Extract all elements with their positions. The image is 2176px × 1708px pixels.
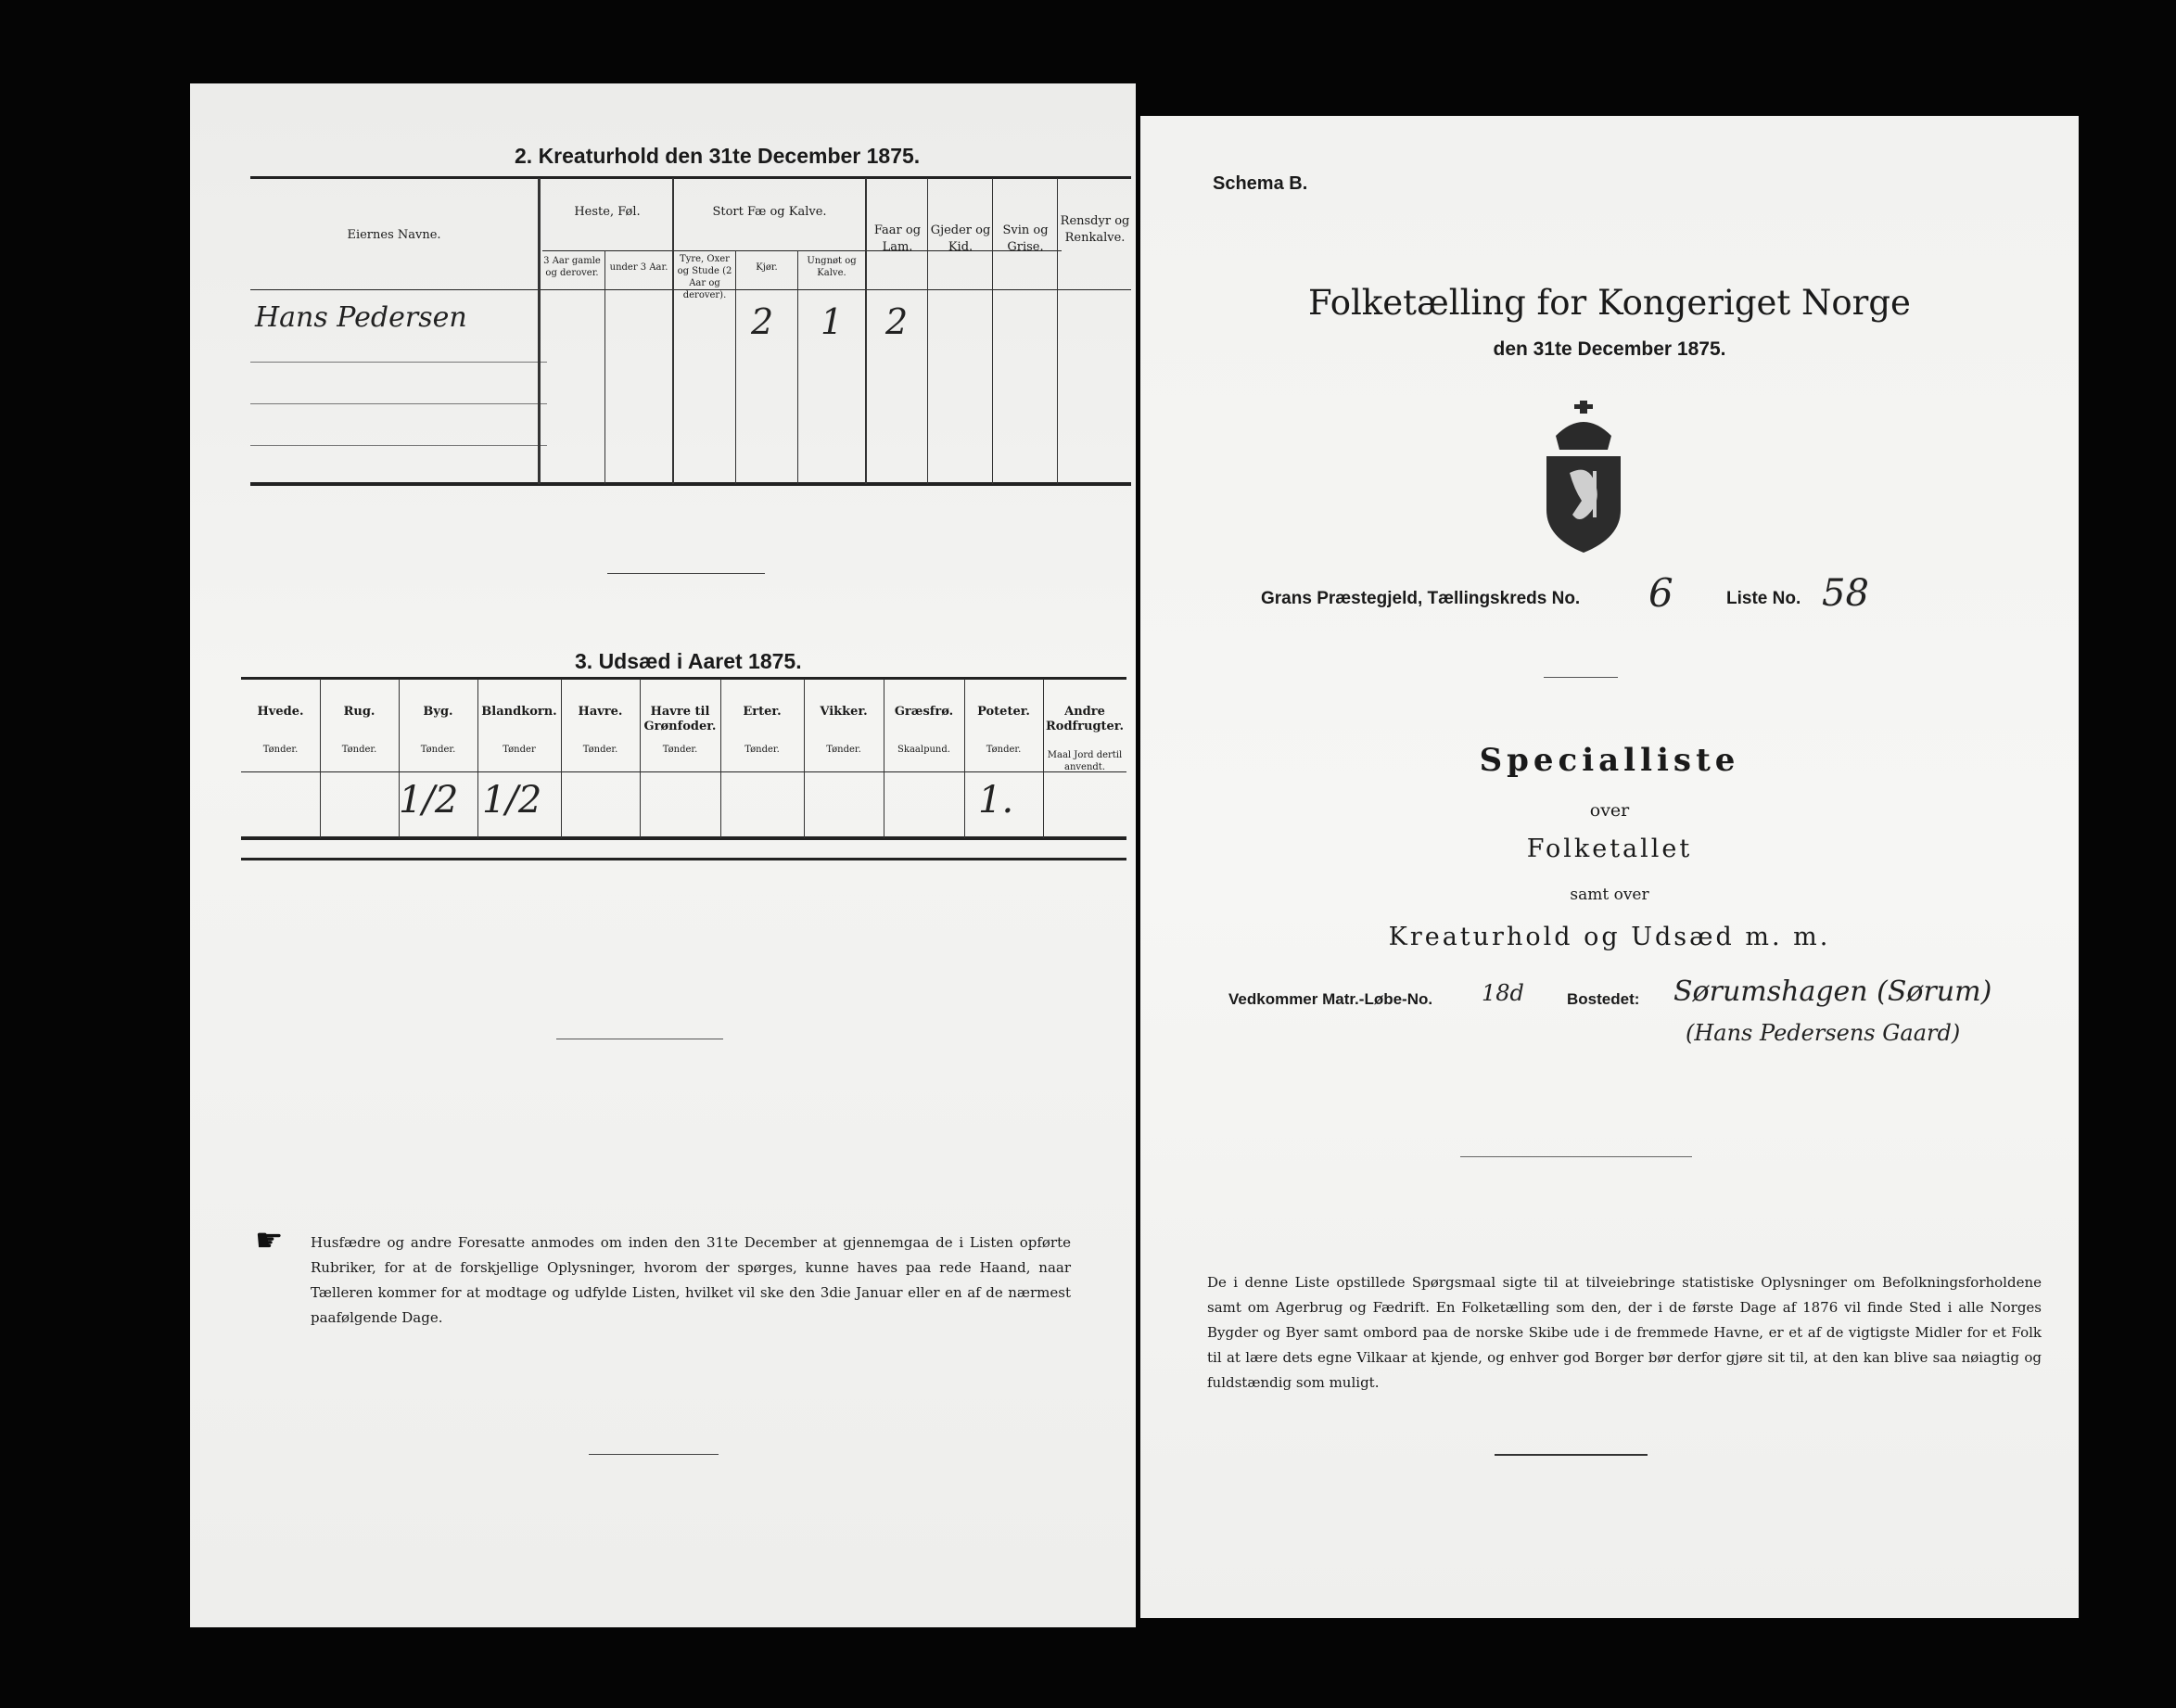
table-rule: [241, 836, 1126, 840]
table-divider: [538, 178, 541, 484]
table-rule: [250, 445, 547, 446]
left-page: [190, 83, 1136, 1627]
table-divider: [561, 679, 562, 838]
table-divider: [1057, 178, 1058, 484]
kreaturhold-text: Kreaturhold og Udsæd m. m.: [1388, 923, 1831, 951]
bostedet-value: Sørumshagen (Sørum): [1673, 975, 1992, 1008]
folketallet-text: Folketallet: [1526, 835, 1693, 863]
table-divider: [804, 679, 805, 838]
seed-unit-6: Tønder.: [744, 745, 780, 755]
seed-unit-2: Tønder.: [420, 745, 456, 755]
byg-value: 1/2: [399, 779, 459, 822]
seed-header-1: Rug.: [343, 705, 375, 719]
header-young-cattle: Ungnøt og Kalve.: [807, 256, 857, 278]
seed-header-2: Byg.: [423, 705, 453, 719]
header-horses: Heste, Føl.: [574, 205, 641, 219]
census-date: den 31te December 1875.: [1493, 338, 1726, 360]
header-bulls: Tyre, Oxer og Stude (2 Aar og derover).: [677, 254, 732, 300]
separator: [607, 573, 765, 574]
section2-title: 2. Kreaturhold den 31te December 1875.: [515, 144, 921, 168]
district-number: 6: [1648, 570, 1673, 616]
seed-unit-5: Tønder.: [662, 745, 698, 755]
header-goats: Gjeder og Kid.: [930, 223, 991, 254]
cows-value: 2: [751, 301, 774, 342]
seed-unit-7: Tønder.: [826, 745, 861, 755]
section3-title: 3. Udsæd i Aaret 1875.: [575, 649, 802, 673]
table-divider: [720, 679, 721, 838]
table-rule: [250, 362, 547, 363]
table-divider: [640, 679, 641, 838]
header-cattle: Stort Fæ og Kalve.: [712, 205, 827, 219]
table-divider: [735, 250, 736, 484]
intro-text: De i denne Liste opstillede Spørgsmaal sigte til at tilveiebringe statistiske Oplysninger om Befolkningsforholdene samt om Agerbrug og Fædrift. En Folketælling som den, der i de første Dage af 1876 vil finde Sted i alle Norges Bygder og Byer samt ombord paa de norske Skibe ude i de fremmede Havne, er et af de vigtigste Midler for et Folk til at lære dets egne Vilkaar at kjende, og enhver god Borger bør derfor gjøre sit til, at den kan blive saa nøiagtig og fuldstændig som muligt.: [1207, 1274, 2042, 1391]
seed-header-5: Havre til Grønfoder.: [643, 705, 717, 733]
table-rule: [250, 482, 1131, 486]
coat-of-arms-icon: [1537, 399, 1630, 556]
samt-over-text: samt over: [1570, 886, 1649, 904]
over-text: over: [1589, 800, 1630, 821]
schema-label: Schema B.: [1213, 173, 1308, 194]
table-rule: [241, 677, 1126, 680]
separator: [1460, 1156, 1692, 1157]
table-divider: [927, 178, 928, 484]
parish-label: Grans Præstegjeld, Tællingskreds No.: [1261, 589, 1581, 608]
seed-header-4: Havre.: [578, 705, 623, 719]
bostedet-value-2: (Hans Pedersens Gaard): [1686, 1020, 1961, 1046]
table-divider: [797, 250, 798, 484]
seed-unit-10: Maal Jord dertil anvendt.: [1047, 750, 1123, 772]
table-divider: [964, 679, 965, 838]
seed-header-8: Græsfrø.: [894, 705, 954, 719]
separator: [1495, 1454, 1648, 1456]
sheep-value: 2: [885, 301, 909, 342]
header-owner: Eiernes Navne.: [347, 228, 441, 242]
list-number: 58: [1822, 572, 1869, 615]
table-rule: [250, 176, 1131, 179]
matr-label: Vedkommer Matr.-Løbe-No.: [1228, 990, 1433, 1008]
seed-header-9: Poteter.: [977, 705, 1030, 719]
list-label: Liste No.: [1726, 589, 1801, 608]
poteter-value: 1.: [978, 779, 1014, 822]
seed-header-7: Vikker.: [820, 705, 868, 719]
right-page: [1140, 116, 2079, 1618]
matr-number: 18d: [1482, 980, 1524, 1006]
seed-unit-3: Tønder: [503, 745, 536, 755]
separator: [589, 1454, 719, 1455]
seed-header-10: Andre Rodfrugter.: [1045, 705, 1124, 733]
table-divider: [320, 679, 321, 838]
seed-unit-1: Tønder.: [341, 745, 377, 755]
table-divider: [865, 178, 867, 484]
footnote: Husfædre og andre Foresatte anmodes om inden den 31te December at gjennemgaa de i Listen opførte Rubriker, for at de forskjellige Oplysninger, hvorom der spørges, kunne haves paa rede Haand, naar Tælleren kommer for at modtage og udfylde Listen, hvilket vil ske den 3die Januar eller en af de nærmest paafølgende Dage.: [311, 1234, 1071, 1326]
table-rule: [241, 858, 1126, 860]
seed-unit-0: Tønder.: [262, 745, 299, 755]
header-horses-young: under 3 Aar.: [609, 262, 668, 273]
specialliste-title: Specialliste: [1479, 742, 1740, 779]
pointing-hand-icon: ☛: [255, 1222, 284, 1259]
seed-header-0: Hvede.: [257, 705, 304, 719]
owner-name: Hans Pedersen: [255, 301, 467, 334]
header-cows: Kjør.: [756, 262, 778, 273]
header-horses-old: 3 Aar gamle og derover.: [543, 256, 601, 278]
separator: [1544, 677, 1618, 678]
table-rule: [250, 403, 547, 404]
seed-unit-4: Tønder.: [582, 745, 618, 755]
blandkorn-value: 1/2: [482, 779, 542, 822]
table-divider: [672, 178, 674, 484]
header-reindeer: Rensdyr og Renkalve.: [1060, 214, 1130, 245]
bostedet-label: Bostedet:: [1567, 990, 1640, 1008]
table-rule: [241, 771, 1126, 772]
header-pigs: Svin og Grise.: [1002, 223, 1049, 254]
seed-unit-8: Skaalpund.: [897, 745, 950, 755]
table-divider: [992, 178, 993, 484]
seed-header-3: Blandkorn.: [481, 705, 557, 719]
main-title: Folketælling for Kongeriget Norge: [1308, 283, 1911, 323]
table-divider: [604, 250, 605, 484]
seed-header-6: Erter.: [743, 705, 782, 719]
seed-unit-9: Tønder.: [986, 745, 1022, 755]
young-cattle-value: 1: [821, 301, 844, 342]
table-divider: [477, 679, 478, 838]
header-sheep: Faar og Lam.: [873, 223, 922, 254]
